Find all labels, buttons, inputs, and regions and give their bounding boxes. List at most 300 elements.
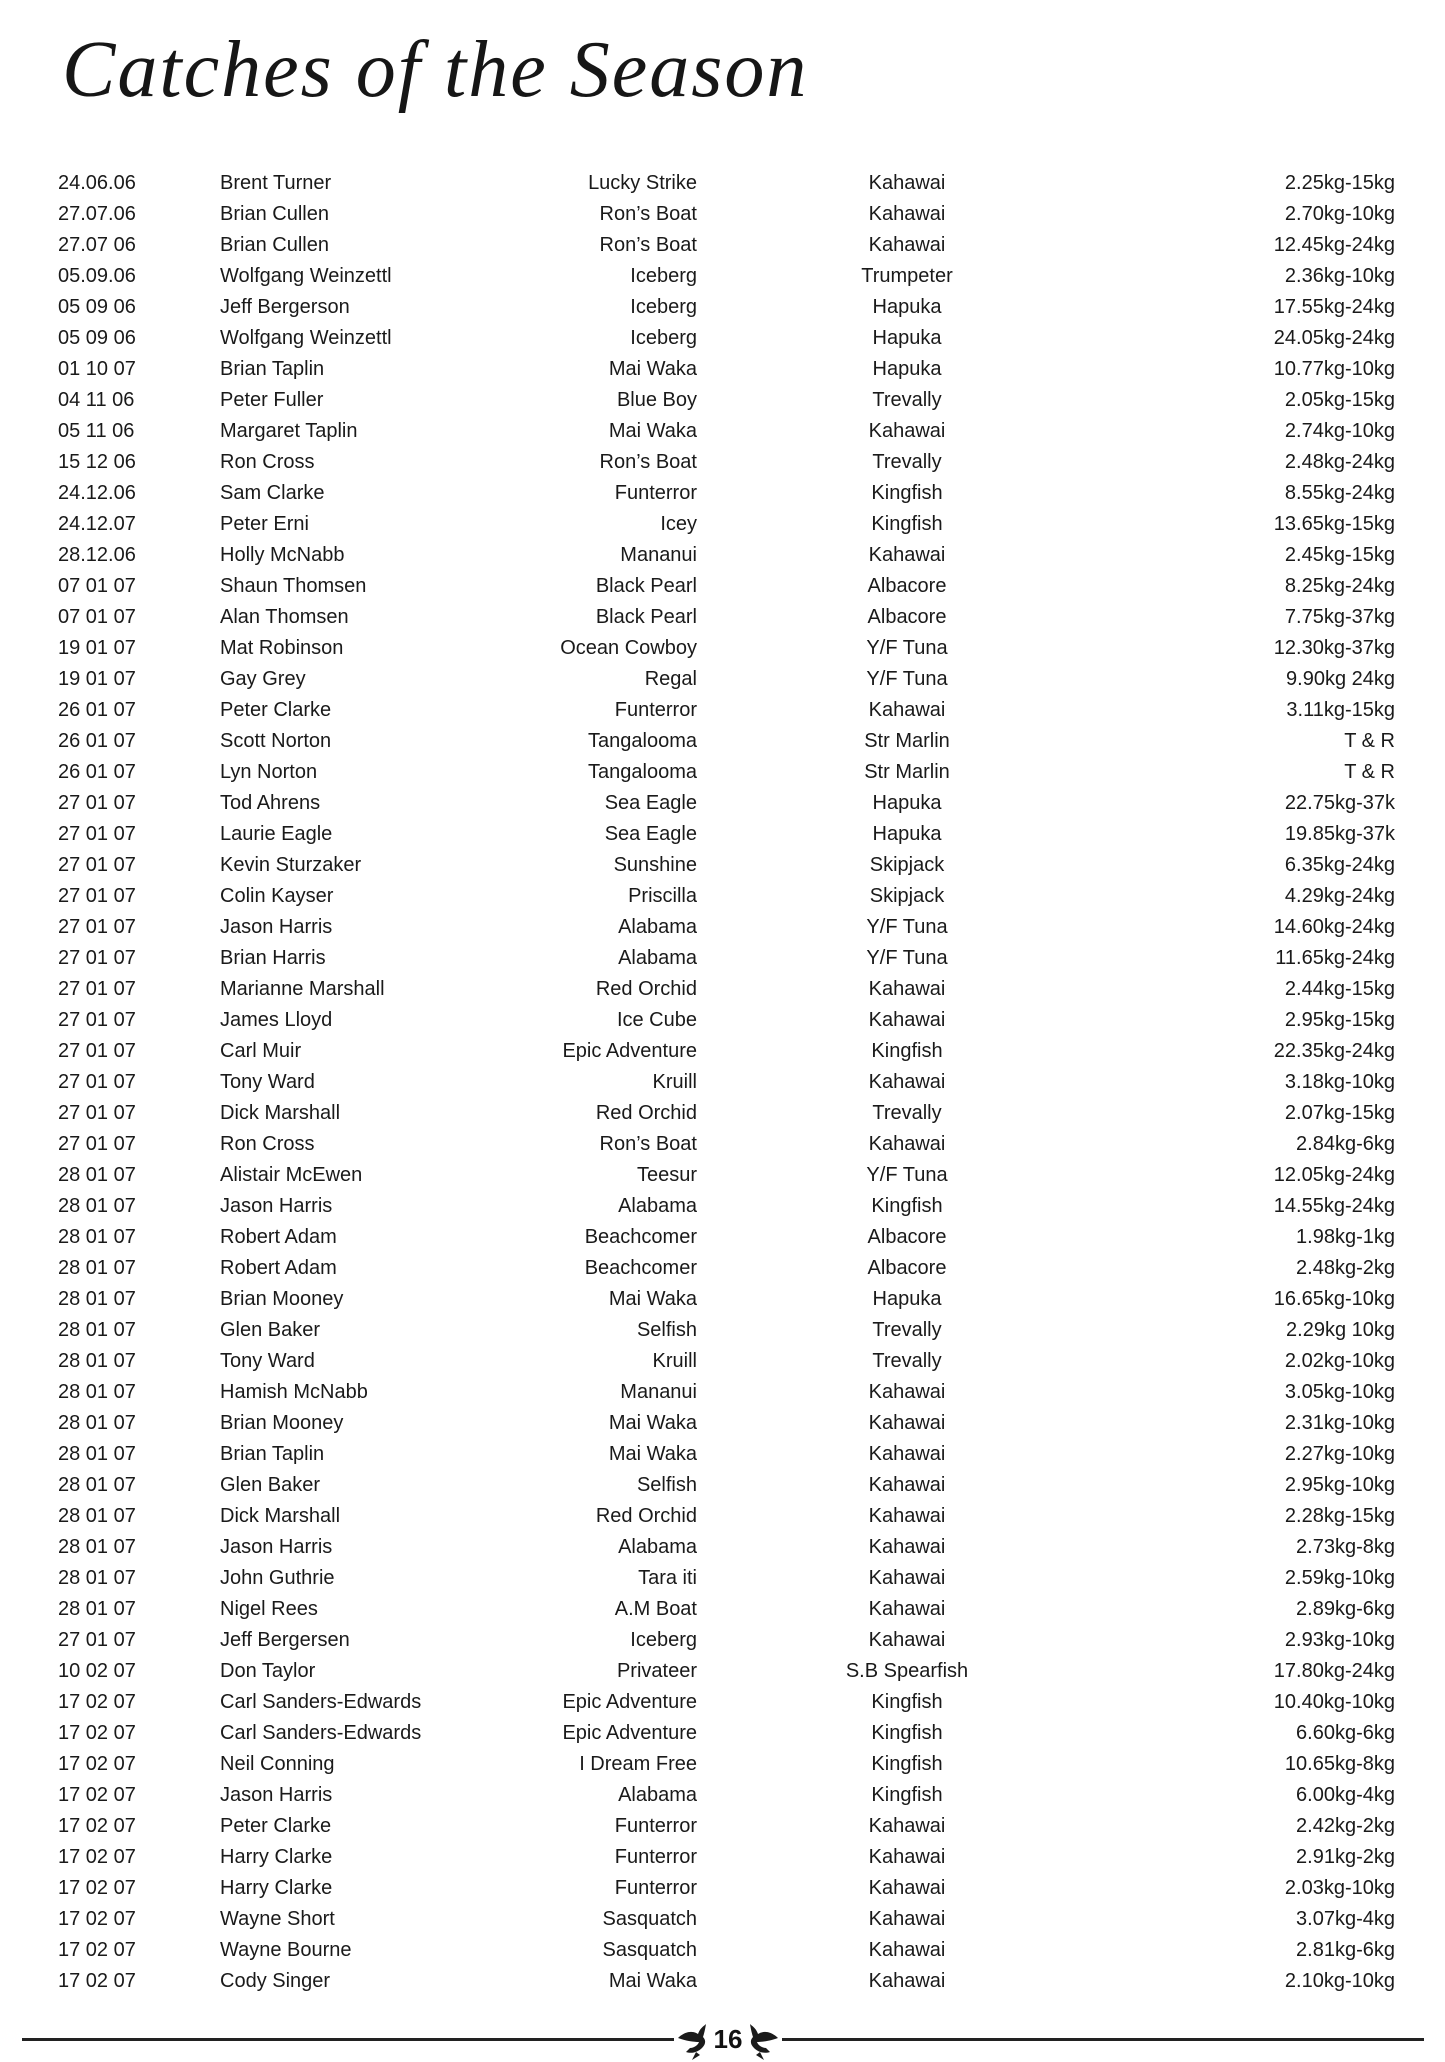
catch-date: 17 02 07 [58, 1877, 136, 1899]
catch-weight: T & R [1344, 730, 1395, 752]
boat-name: Mai Waka [608, 1412, 697, 1434]
angler-name: Laurie Eagle [220, 823, 333, 845]
catch-row [0, 912, 1445, 943]
fish-species: Y/F Tuna [866, 637, 948, 659]
catch-weight: 16.65kg-10kg [1273, 1288, 1395, 1310]
catch-date: 28 01 07 [58, 1474, 136, 1496]
fish-species: Kahawai [868, 1815, 946, 1837]
fish-species: Str Marlin [864, 761, 950, 783]
fish-species: Y/F Tuna [866, 947, 948, 969]
boat-name: Tangalooma [588, 761, 697, 783]
fish-species: Kingfish [871, 1753, 943, 1775]
catch-row [0, 633, 1445, 664]
catch-date: 05 09 06 [58, 327, 136, 349]
fish-species: Kahawai [868, 699, 946, 721]
catch-weight: 17.80kg-24kg [1273, 1660, 1395, 1682]
boat-name: Ice Cube [616, 1009, 697, 1031]
fish-species: Kahawai [868, 1598, 946, 1620]
catch-weight: 12.30kg-37kg [1273, 637, 1395, 659]
boat-name: Funterror [614, 699, 697, 721]
fish-species: Trumpeter [861, 265, 953, 287]
boat-name: Mananui [620, 544, 697, 566]
catch-date: 24.06.06 [58, 172, 136, 194]
catch-row [0, 1470, 1445, 1501]
catch-date: 28 01 07 [58, 1257, 136, 1279]
fish-species: Kahawai [868, 1877, 946, 1899]
catch-row [0, 1811, 1445, 1842]
fish-species: Kahawai [868, 1908, 946, 1930]
fish-species: Kingfish [871, 513, 943, 535]
angler-name: Brent Turner [220, 172, 332, 194]
catch-weight: 10.40kg-10kg [1273, 1691, 1395, 1713]
catch-row [0, 1222, 1445, 1253]
fish-species: Kingfish [871, 482, 943, 504]
fish-species: Kahawai [868, 1536, 946, 1558]
angler-name: Shaun Thomsen [220, 575, 367, 597]
footer-rule-right [782, 2038, 1424, 2041]
boat-name: Kruill [652, 1071, 697, 1093]
catch-date: 04 11 06 [58, 389, 135, 411]
boat-name: Tangalooma [588, 730, 697, 752]
catch-weight: 2.27kg-10kg [1284, 1443, 1395, 1465]
catch-row [0, 757, 1445, 788]
catch-date: 28 01 07 [58, 1319, 136, 1341]
catch-weight: 2.29kg 10kg [1286, 1319, 1395, 1341]
angler-name: Tony Ward [220, 1350, 315, 1372]
angler-name: Tony Ward [220, 1071, 315, 1093]
catch-weight: 2.36kg-10kg [1284, 265, 1395, 287]
angler-name: Peter Clarke [220, 699, 332, 721]
boat-name: Beachcomer [584, 1226, 697, 1248]
catch-date: 27.07.06 [58, 203, 136, 225]
catch-weight: 6.35kg-24kg [1284, 854, 1395, 876]
boat-name: Red Orchid [595, 978, 697, 1000]
catch-date: 28 01 07 [58, 1195, 136, 1217]
catch-date: 28 01 07 [58, 1567, 136, 1589]
boat-name: Alabama [618, 1536, 697, 1558]
boat-name: Lucky Strike [588, 172, 697, 194]
catch-date: 27 01 07 [58, 1040, 136, 1062]
catch-weight: 1.98kg-1kg [1296, 1226, 1395, 1248]
angler-name: Brian Taplin [220, 358, 325, 380]
boat-name: Mai Waka [608, 1288, 697, 1310]
fish-species: Trevally [872, 451, 942, 473]
catch-weight: 2.81kg-6kg [1296, 1939, 1395, 1961]
catch-row [0, 1408, 1445, 1439]
fish-species: Kahawai [868, 1009, 946, 1031]
catch-weight: 7.75kg-37kg [1284, 606, 1395, 628]
fish-species: Skipjack [869, 854, 945, 876]
catch-weight: 2.48kg-24kg [1284, 451, 1395, 473]
catch-date: 28 01 07 [58, 1412, 136, 1434]
catch-row [0, 664, 1445, 695]
boat-name: Black Pearl [595, 575, 697, 597]
catch-date: 27 01 07 [58, 1133, 136, 1155]
fish-species: Trevally [872, 1102, 942, 1124]
boat-name: Tara iti [638, 1567, 697, 1589]
boat-name: Selfish [636, 1319, 697, 1341]
boat-name: Teesur [636, 1164, 697, 1186]
boat-name: Beachcomer [584, 1257, 697, 1279]
angler-name: Peter Erni [220, 513, 309, 535]
angler-name: Robert Adam [220, 1226, 337, 1248]
angler-name: Wayne Short [220, 1908, 335, 1930]
catch-date: 17 02 07 [58, 1753, 136, 1775]
fish-species: Hapuka [872, 296, 942, 318]
fish-species: Kahawai [868, 420, 946, 442]
catch-row [0, 974, 1445, 1005]
catch-date: 05 09 06 [58, 296, 136, 318]
catch-date: 27 01 07 [58, 885, 136, 907]
catch-date: 27 01 07 [58, 1102, 136, 1124]
angler-name: Ron Cross [220, 451, 315, 473]
fish-species: Kahawai [868, 1443, 946, 1465]
fish-species: Kahawai [868, 1629, 946, 1651]
catch-weight: 10.65kg-8kg [1284, 1753, 1395, 1775]
boat-name: Mai Waka [608, 1970, 697, 1992]
angler-name: Neil Conning [220, 1753, 335, 1775]
fish-species: Hapuka [872, 358, 942, 380]
catch-row [0, 819, 1445, 850]
angler-name: Brian Mooney [220, 1288, 344, 1310]
catch-weight: 2.74kg-10kg [1284, 420, 1395, 442]
catch-weight: 2.03kg-10kg [1284, 1877, 1395, 1899]
catch-row [0, 1749, 1445, 1780]
boat-name: Sea Eagle [604, 823, 697, 845]
boat-name: Sasquatch [602, 1908, 697, 1930]
fish-species: Trevally [872, 389, 942, 411]
angler-name: Dick Marshall [220, 1505, 341, 1527]
catch-weight: 2.95kg-10kg [1284, 1474, 1395, 1496]
boat-name: Alabama [618, 947, 697, 969]
catch-date: 07 01 07 [58, 575, 136, 597]
boat-name: Iceberg [630, 296, 697, 318]
catch-date: 05.09.06 [58, 265, 136, 287]
fish-species: Trevally [872, 1350, 942, 1372]
catch-row [0, 850, 1445, 881]
catch-date: 26 01 07 [58, 699, 136, 721]
boat-name: Alabama [618, 916, 697, 938]
catch-date: 27.07 06 [58, 234, 136, 256]
catch-date: 28 01 07 [58, 1598, 136, 1620]
fish-species: Albacore [867, 1257, 947, 1279]
catch-row [0, 261, 1445, 292]
angler-name: Harry Clarke [220, 1877, 333, 1899]
angler-name: Alan Thomsen [220, 606, 349, 628]
angler-name: Jason Harris [220, 1784, 333, 1806]
catch-weight: 12.05kg-24kg [1273, 1164, 1395, 1186]
boat-name: Sunshine [613, 854, 697, 876]
angler-name: Nigel Rees [220, 1598, 318, 1620]
catch-date: 28 01 07 [58, 1536, 136, 1558]
angler-name: Brian Harris [220, 947, 326, 969]
angler-name: Hamish McNabb [220, 1381, 368, 1403]
angler-name: Jeff Bergersen [220, 1629, 350, 1651]
angler-name: Kevin Sturzaker [220, 854, 362, 876]
boat-name: Sea Eagle [604, 792, 697, 814]
catch-date: 17 02 07 [58, 1908, 136, 1930]
catch-weight: 3.11kg-15kg [1286, 699, 1395, 721]
boat-name: Alabama [618, 1195, 697, 1217]
catch-date: 28.12.06 [58, 544, 136, 566]
angler-name: Brian Cullen [220, 203, 329, 225]
angler-name: Marianne Marshall [220, 978, 385, 1000]
catch-row [0, 1036, 1445, 1067]
boat-name: Iceberg [630, 265, 697, 287]
catch-row [0, 602, 1445, 633]
catch-date: 28 01 07 [58, 1443, 136, 1465]
catch-date: 19 01 07 [58, 637, 136, 659]
catch-date: 28 01 07 [58, 1505, 136, 1527]
catch-weight: 2.70kg-10kg [1284, 203, 1395, 225]
fish-species: Albacore [867, 575, 947, 597]
catch-weight: 2.93kg-10kg [1284, 1629, 1395, 1651]
fish-species: Kahawai [868, 172, 946, 194]
angler-name: James Lloyd [220, 1009, 333, 1031]
angler-name: Dick Marshall [220, 1102, 341, 1124]
angler-name: Harry Clarke [220, 1846, 333, 1868]
catch-weight: 2.73kg-8kg [1296, 1536, 1395, 1558]
fish-species: Albacore [867, 606, 947, 628]
catch-date: 27 01 07 [58, 1629, 136, 1651]
catch-date: 27 01 07 [58, 823, 136, 845]
catch-weight: 2.45kg-15kg [1284, 544, 1395, 566]
catch-row [0, 1191, 1445, 1222]
boat-name: Epic Adventure [562, 1040, 697, 1062]
angler-name: Carl Sanders-Edwards [220, 1722, 422, 1744]
boat-name: Selfish [636, 1474, 697, 1496]
catch-row [0, 1873, 1445, 1904]
fish-species: Kingfish [871, 1722, 943, 1744]
boat-name: Red Orchid [595, 1505, 697, 1527]
fish-species: Hapuka [872, 792, 942, 814]
catch-date: 07 01 07 [58, 606, 136, 628]
fish-species: Kahawai [868, 203, 946, 225]
catch-weight: 22.35kg-24kg [1273, 1040, 1395, 1062]
catch-weight: 8.25kg-24kg [1284, 575, 1395, 597]
boat-name: Ron’s Boat [599, 1133, 697, 1155]
boat-name: Funterror [614, 482, 697, 504]
catch-weight: 2.48kg-2kg [1296, 1257, 1395, 1279]
catch-date: 17 02 07 [58, 1784, 136, 1806]
angler-name: Wolfgang Weinzettl [220, 265, 392, 287]
catch-date: 27 01 07 [58, 978, 136, 1000]
catch-row [0, 1067, 1445, 1098]
catch-date: 27 01 07 [58, 1009, 136, 1031]
boat-name: Epic Adventure [562, 1722, 697, 1744]
catch-weight: 14.55kg-24kg [1273, 1195, 1395, 1217]
fish-species: Kingfish [871, 1784, 943, 1806]
catch-row [0, 1346, 1445, 1377]
catch-weight: 2.31kg-10kg [1284, 1412, 1395, 1434]
catch-weight: 2.89kg-6kg [1296, 1598, 1395, 1620]
catch-row [0, 1625, 1445, 1656]
boat-name: Mai Waka [608, 420, 697, 442]
catch-row [0, 943, 1445, 974]
angler-name: Gay Grey [220, 668, 306, 690]
catch-row [0, 1284, 1445, 1315]
fish-species: Hapuka [872, 1288, 942, 1310]
catch-weight: 2.95kg-15kg [1284, 1009, 1395, 1031]
catch-row [0, 1532, 1445, 1563]
catch-row [0, 695, 1445, 726]
catch-row [0, 1315, 1445, 1346]
angler-name: Brian Mooney [220, 1412, 344, 1434]
fish-species: Kahawai [868, 1567, 946, 1589]
catch-row [0, 509, 1445, 540]
catch-weight: 3.07kg-4kg [1296, 1908, 1395, 1930]
catch-row [0, 168, 1445, 199]
page-number: 16 [713, 2024, 743, 2054]
catch-weight: T & R [1344, 761, 1395, 783]
catch-row [0, 1966, 1445, 1997]
catch-weight: 2.91kg-2kg [1296, 1846, 1395, 1868]
boat-name: Ron’s Boat [599, 203, 697, 225]
catch-weight: 13.65kg-15kg [1273, 513, 1395, 535]
catch-date: 28 01 07 [58, 1226, 136, 1248]
page-footer [0, 2018, 1445, 2062]
fish-species: Kahawai [868, 1071, 946, 1093]
boat-name: Ron’s Boat [599, 234, 697, 256]
fish-species: Kahawai [868, 1474, 946, 1496]
catch-weight: 3.05kg-10kg [1284, 1381, 1395, 1403]
angler-name: Alistair McEwen [220, 1164, 363, 1186]
catch-date: 05 11 06 [58, 420, 135, 442]
catch-row [0, 1718, 1445, 1749]
angler-name: Peter Fuller [220, 389, 324, 411]
boat-name: Iceberg [630, 1629, 697, 1651]
angler-name: Scott Norton [220, 730, 332, 752]
catch-weight: 2.07kg-15kg [1284, 1102, 1395, 1124]
boat-name: Alabama [618, 1784, 697, 1806]
fish-species: Trevally [872, 1319, 942, 1341]
boat-name: Regal [644, 668, 697, 690]
angler-name: Lyn Norton [220, 761, 318, 783]
boat-name: Mai Waka [608, 358, 697, 380]
catch-date: 17 02 07 [58, 1722, 136, 1744]
footer-rule-left [22, 2038, 674, 2041]
fish-species: Y/F Tuna [866, 668, 948, 690]
angler-name: John Guthrie [220, 1567, 335, 1589]
catch-date: 15 12 06 [58, 451, 136, 473]
angler-name: Tod Ahrens [220, 792, 321, 814]
catch-row [0, 385, 1445, 416]
catch-weight: 2.28kg-15kg [1284, 1505, 1395, 1527]
catch-weight: 2.84kg-6kg [1296, 1133, 1395, 1155]
catch-weight: 3.18kg-10kg [1284, 1071, 1395, 1093]
catch-weight: 24.05kg-24kg [1273, 327, 1395, 349]
page-title: Catches of the Season [62, 26, 809, 114]
angler-name: Don Taylor [220, 1660, 316, 1682]
angler-name: Glen Baker [220, 1474, 321, 1496]
catch-weight: 9.90kg 24kg [1286, 668, 1395, 690]
boat-name: Epic Adventure [562, 1691, 697, 1713]
catch-weight: 17.55kg-24kg [1273, 296, 1395, 318]
catch-date: 28 01 07 [58, 1288, 136, 1310]
catch-row [0, 1687, 1445, 1718]
catch-weight: 8.55kg-24kg [1284, 482, 1395, 504]
catch-date: 24.12.06 [58, 482, 136, 504]
fish-species: Kahawai [868, 978, 946, 1000]
catch-weight: 22.75kg-37k [1284, 792, 1395, 814]
angler-name: Jason Harris [220, 1536, 333, 1558]
boat-name: Ocean Cowboy [560, 637, 697, 659]
catch-weight: 2.44kg-15kg [1284, 978, 1395, 1000]
boat-name: Privateer [616, 1660, 697, 1682]
catch-weight: 6.00kg-4kg [1296, 1784, 1395, 1806]
catch-date: 17 02 07 [58, 1970, 136, 1992]
angler-name: Ron Cross [220, 1133, 315, 1155]
catch-row [0, 1005, 1445, 1036]
angler-name: Jason Harris [220, 916, 333, 938]
catch-weight: 10.77kg-10kg [1273, 358, 1395, 380]
catch-row [0, 1439, 1445, 1470]
boat-name: Funterror [614, 1815, 697, 1837]
fish-species: Kahawai [868, 234, 946, 256]
catch-row [0, 1377, 1445, 1408]
catch-row [0, 540, 1445, 571]
catch-date: 17 02 07 [58, 1939, 136, 1961]
catch-row [0, 1780, 1445, 1811]
angler-name: Robert Adam [220, 1257, 337, 1279]
fish-species: Y/F Tuna [866, 1164, 948, 1186]
angler-name: Jeff Bergerson [220, 296, 350, 318]
catch-date: 27 01 07 [58, 792, 136, 814]
catch-row [0, 726, 1445, 757]
catch-row [0, 1129, 1445, 1160]
angler-name: Margaret Taplin [220, 420, 358, 442]
fish-species: Kahawai [868, 1505, 946, 1527]
fish-species: Kingfish [871, 1691, 943, 1713]
catch-row [0, 478, 1445, 509]
catch-row [0, 230, 1445, 261]
catch-row [0, 292, 1445, 323]
angler-name: Peter Clarke [220, 1815, 332, 1837]
fish-species: Kingfish [871, 1195, 943, 1217]
fish-species: S.B Spearfish [845, 1660, 969, 1682]
catch-date: 19 01 07 [58, 668, 136, 690]
fish-species: Kahawai [868, 1133, 946, 1155]
fish-species: Kingfish [871, 1040, 943, 1062]
catch-row [0, 1594, 1445, 1625]
catch-date: 26 01 07 [58, 730, 136, 752]
catch-date: 26 01 07 [58, 761, 136, 783]
catch-date: 27 01 07 [58, 1071, 136, 1093]
boat-name: Icey [660, 513, 697, 535]
catch-date: 28 01 07 [58, 1350, 136, 1372]
catch-row [0, 354, 1445, 385]
fish-species: Hapuka [872, 327, 942, 349]
angler-name: Brian Taplin [220, 1443, 325, 1465]
boat-name: Iceberg [630, 327, 697, 349]
boat-name: Sasquatch [602, 1939, 697, 1961]
fish-species: Hapuka [872, 823, 942, 845]
catch-row [0, 323, 1445, 354]
boat-name: Priscilla [628, 885, 697, 907]
boat-name: Funterror [614, 1846, 697, 1868]
catch-row [0, 447, 1445, 478]
fish-species: Kahawai [868, 1381, 946, 1403]
angler-name: Wayne Bourne [220, 1939, 352, 1961]
boat-name: Kruill [652, 1350, 697, 1372]
catch-date: 24.12.07 [58, 513, 136, 535]
angler-name: Wolfgang Weinzettl [220, 327, 392, 349]
boat-name: Red Orchid [595, 1102, 697, 1124]
catch-date: 27 01 07 [58, 947, 136, 969]
catches-list [0, 168, 1445, 1997]
catch-weight: 2.10kg-10kg [1284, 1970, 1395, 1992]
catch-weight: 6.60kg-6kg [1296, 1722, 1395, 1744]
